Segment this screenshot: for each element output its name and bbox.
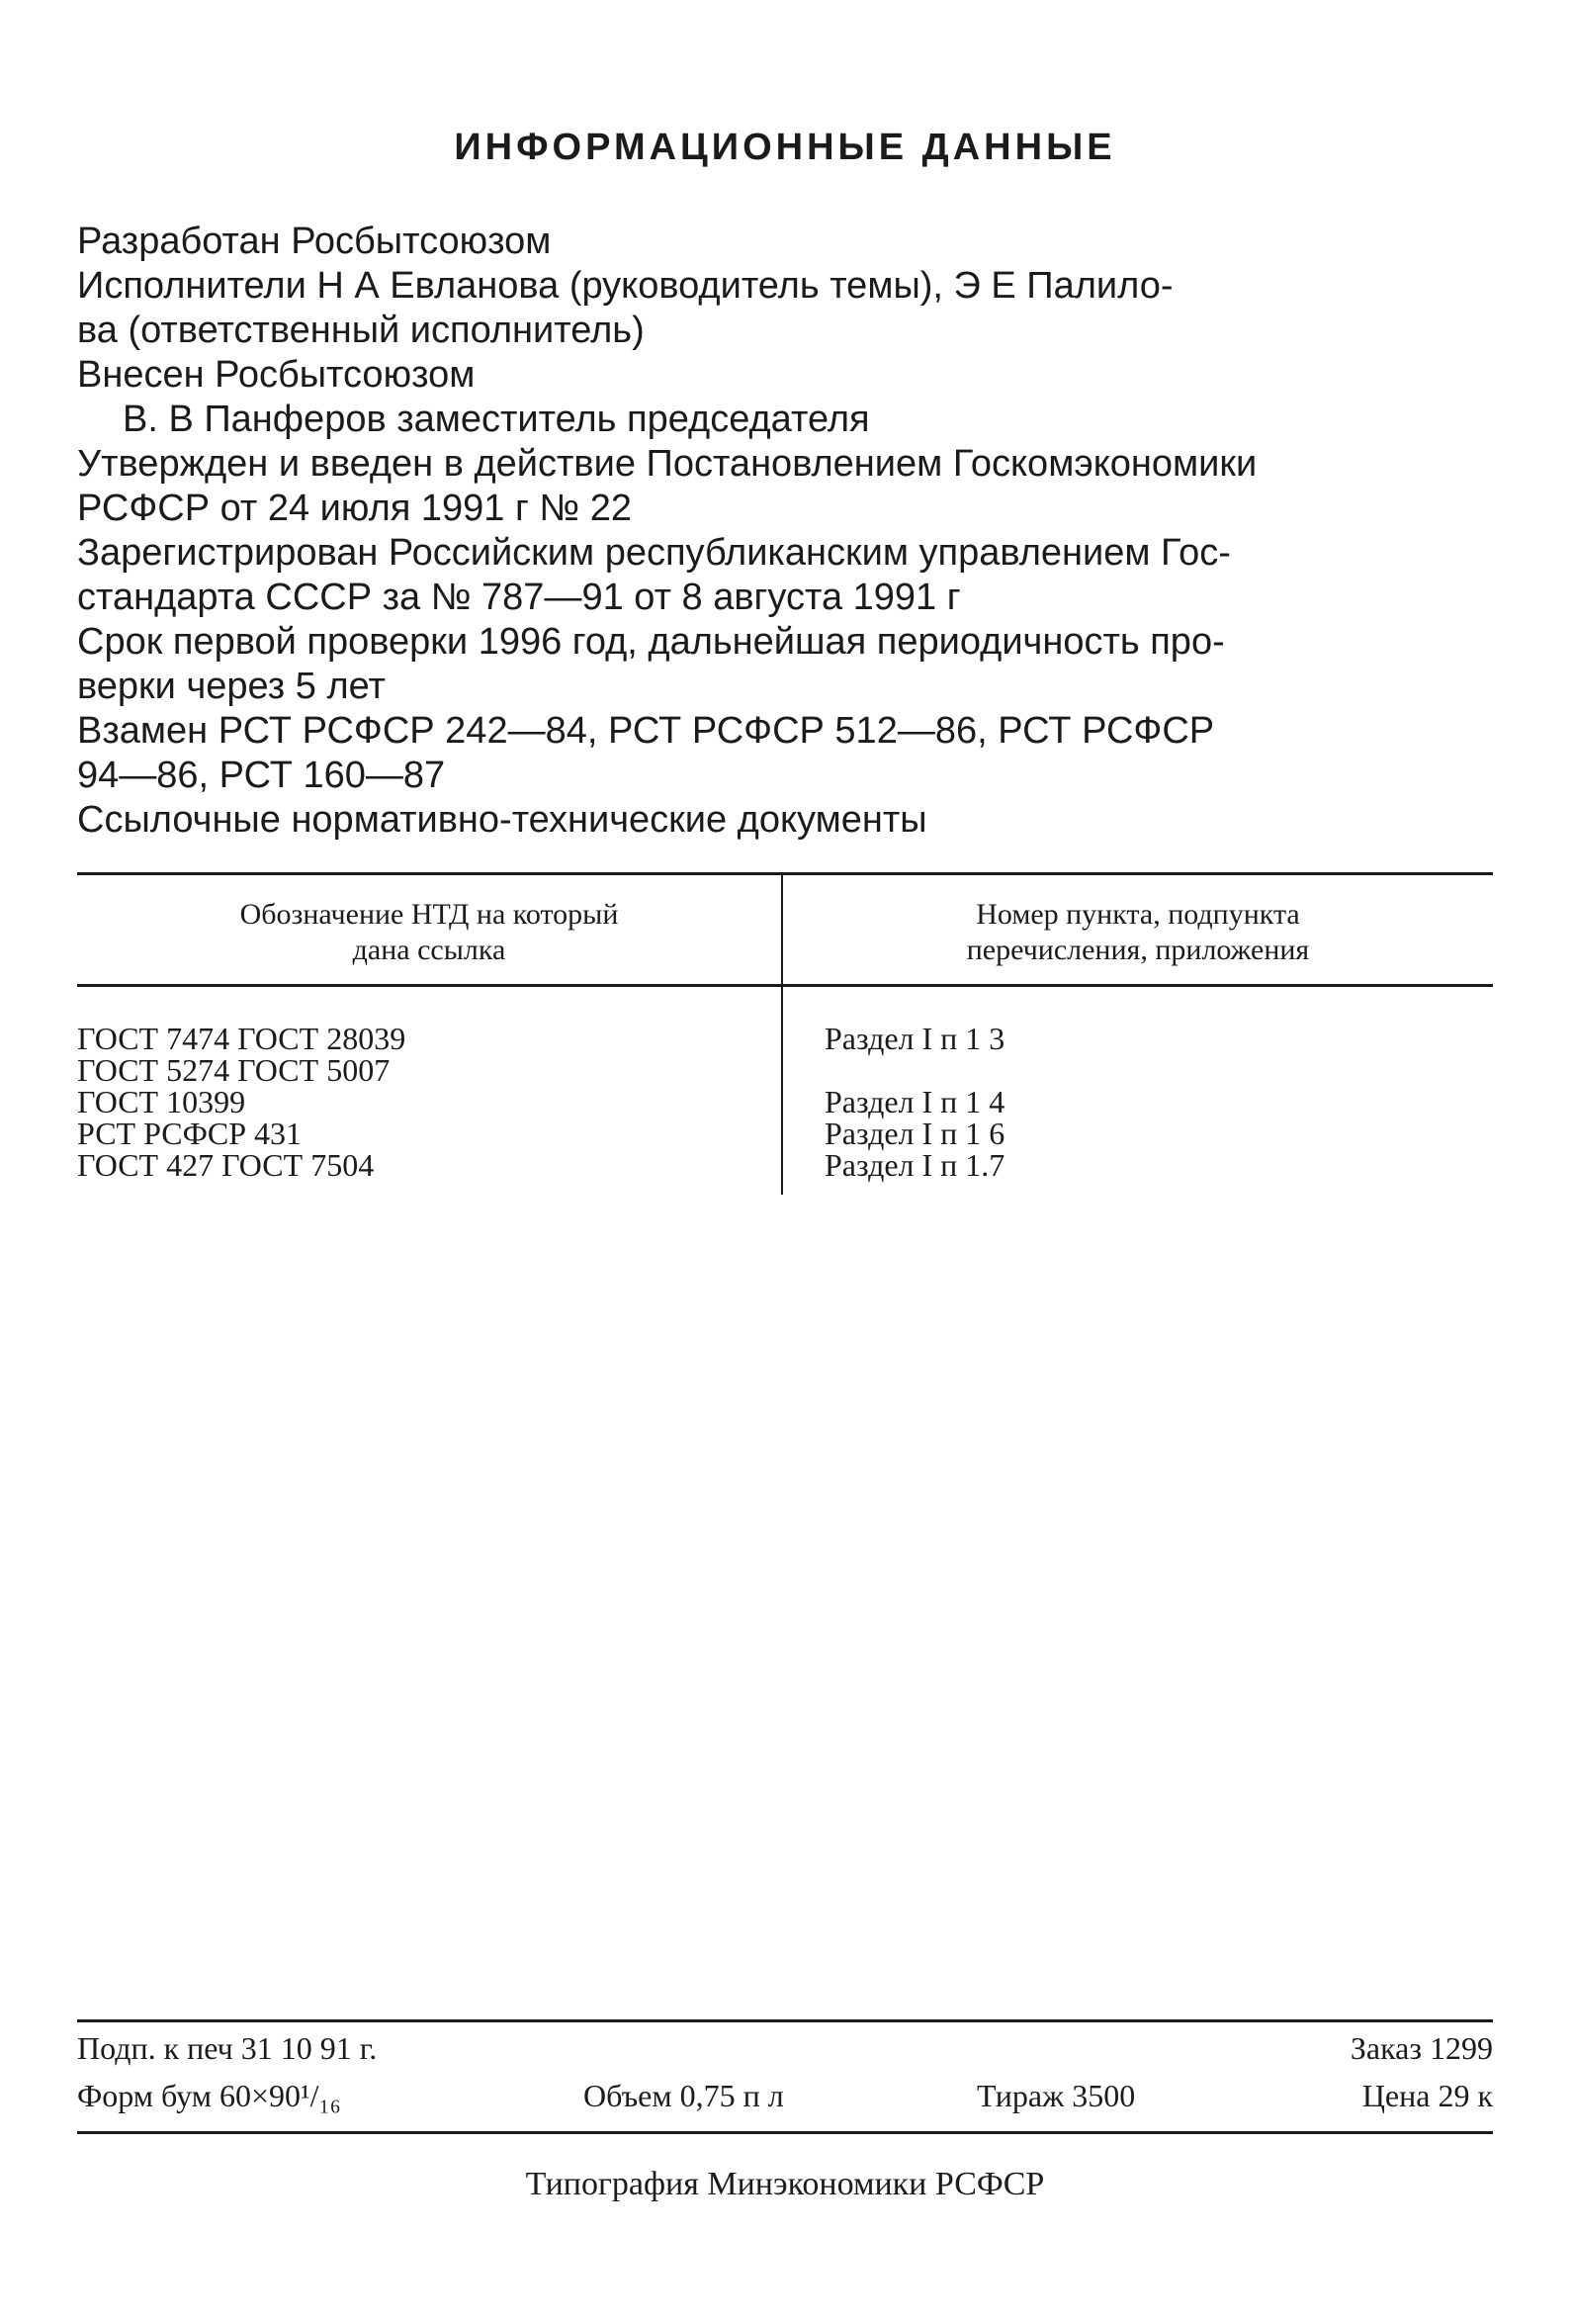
entry-line: Срок первой проверки 1996 год, дальнейшая периодичность про-	[77, 621, 1225, 663]
table-cell-section: Раздел I п 1 3	[825, 1021, 1005, 1056]
imprint-row-1	[77, 2030, 1493, 2078]
printer-name: Типография Минэкономики РСФСР	[525, 2166, 1045, 2202]
table-cell-document: РСТ РСФСР 431	[77, 1116, 303, 1151]
entry-replaces	[77, 709, 1493, 798]
entry-developed	[77, 220, 1493, 264]
table-right-column	[783, 987, 1493, 1195]
info-entries	[77, 220, 1493, 843]
entry-review	[77, 620, 1493, 709]
table-cell-document: ГОСТ 5274 ГОСТ 5007	[77, 1052, 391, 1088]
imprint-top-rule	[77, 2019, 1493, 2022]
imprint-order: Заказ 1299	[1350, 2030, 1493, 2066]
imprint-circulation: Тираж 3500	[977, 2078, 1136, 2113]
entry-introduced	[77, 353, 1493, 398]
entry-line: В. В Панферов заместитель председателя	[123, 399, 870, 440]
imprint-bottom-rule	[77, 2131, 1493, 2134]
entry-line: Разработан Росбытсоюзом	[77, 221, 552, 262]
entry-line: Утвержден и введен в действие Постановлением Госкомэкономики	[77, 443, 1258, 485]
header-right-cell	[783, 875, 1493, 984]
entry-line: Зарегистрирован Российским республиканским управлением Гос-	[77, 532, 1231, 574]
table-cell-document: ГОСТ 427 ГОСТ 7504	[77, 1147, 375, 1183]
imprint-signed: Подп. к печ 31 10 91 г.	[77, 2030, 378, 2066]
entry-line: Исполнители Н А Евланова (руководитель темы), Э Е Палило-	[77, 265, 1174, 307]
entry-line: 94—86, РСТ 160—87	[77, 755, 446, 796]
imprint-row-2	[77, 2078, 1493, 2125]
table-header	[77, 875, 1493, 984]
entry-line: Взамен РСТ РСФСР 242—84, РСТ РСФСР 512—86, РСТ РСФСР	[77, 710, 1215, 752]
header-right-line: перечисления, приложения	[966, 934, 1310, 966]
table-body	[77, 987, 1493, 1195]
entry-line: Внесен Росбытсоюзом	[77, 354, 476, 396]
table-cell-section	[825, 1054, 1493, 1086]
header-right-line: Номер пункта, подпункта	[976, 898, 1300, 931]
page-title: ИНФОРМАЦИОННЫЕ ДАННЫЕ	[454, 127, 1116, 168]
entry-line: РСФСР от 24 июля 1991 г № 22	[77, 488, 632, 529]
table-cell-document: ГОСТ 10399	[77, 1084, 246, 1119]
references-table	[77, 872, 1493, 1195]
table-cell-document: ГОСТ 7474 ГОСТ 28039	[77, 1021, 406, 1056]
table-left-column	[77, 987, 783, 1195]
entry-line: Ссылочные нормативно-технические документы	[77, 799, 927, 841]
table-cell-section: Раздел I п 1 4	[825, 1084, 1005, 1119]
imprint-volume: Объем 0,75 п л	[583, 2078, 784, 2113]
entry-line: ва (ответственный исполнитель)	[77, 310, 645, 351]
table-cell-section: Раздел I п 1.7	[825, 1147, 1005, 1183]
imprint-block	[77, 2019, 1493, 2134]
header-left-line: Обозначение НТД на который	[239, 898, 619, 931]
imprint-price: Цена 29 к	[1361, 2078, 1493, 2113]
table-cell-section: Раздел I п 1 6	[825, 1116, 1005, 1151]
entry-references	[77, 798, 1493, 843]
imprint-format: Форм бум 60×90¹/₁₆	[77, 2078, 341, 2113]
entry-line: верки через 5 лет	[77, 666, 386, 707]
entry-approved	[77, 442, 1493, 531]
entry-line: стандарта СССР за № 787—91 от 8 августа 1991 г	[77, 577, 961, 618]
header-left-line: дана ссылка	[352, 934, 506, 966]
entry-deputy	[77, 398, 1493, 442]
entry-registered	[77, 531, 1493, 620]
header-left-cell	[77, 875, 783, 984]
entry-performers	[77, 264, 1493, 353]
